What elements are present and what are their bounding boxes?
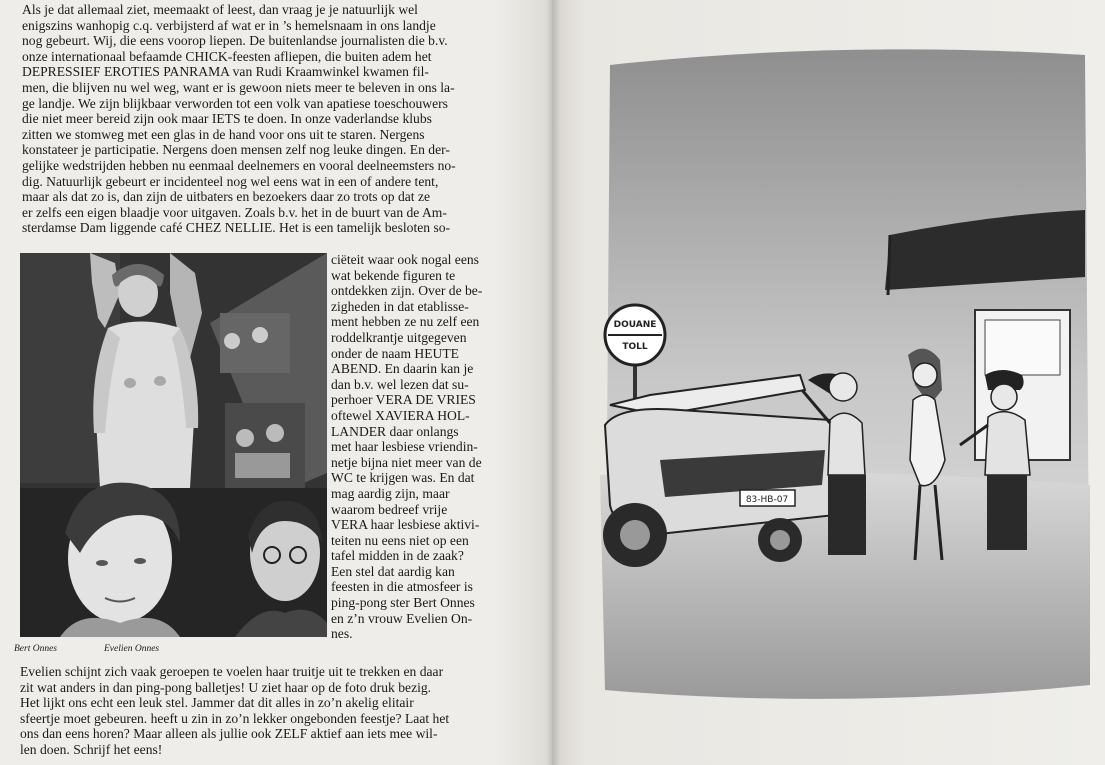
text-line: tafel midden in de zaak? bbox=[331, 548, 464, 564]
text-line: sterdamse Dam liggende café CHEZ NELLIE. Het is een tamelijk besloten so- bbox=[22, 220, 451, 236]
text-line: dan b.v. wel lezen dat su- bbox=[331, 376, 469, 392]
text-line: ons dan eens horen? Maar alleen als jullie ook ZELF aktief aan iets mee wil- bbox=[20, 726, 438, 742]
sign-toll-text: TOLL bbox=[622, 342, 648, 352]
text-line: zit wat anders in dan ping-pong balletjes! U ziet haar op de foto druk bezig. bbox=[20, 679, 432, 695]
text-line: men, die blijven nu wel weg, want er is gewoon niets meer te beleven in ons la- bbox=[22, 79, 455, 95]
customs-cartoon bbox=[590, 45, 1095, 705]
photo-caption-right: Evelien Onnes bbox=[104, 644, 160, 654]
text-line: Als je dat allemaal ziet, meemaakt of leest, dan vraag je je natuurlijk wel bbox=[22, 2, 418, 17]
text-line: nog gebeurt. Wij, die eens voorop liepen. De buitenlandse journalisten die b.v. bbox=[22, 33, 448, 49]
text-line: teiten nu eens niet op een bbox=[331, 532, 469, 548]
left-page bbox=[0, 0, 552, 765]
text-line: ciëteit waar ook nogal eens bbox=[331, 252, 479, 267]
text-line: onder de naam HEUTE bbox=[331, 345, 459, 361]
text-line: zigheden in dat etablisse- bbox=[331, 298, 469, 314]
text-line: len doen. Schrijf het eens! bbox=[20, 741, 163, 757]
text-line: en z’n vrouw Evelien On- bbox=[331, 610, 473, 626]
text-line: LANDER daar onlangs bbox=[331, 423, 459, 439]
text-line: die niet meer bereid zijn ook maar IETS te doen. In onze vaderlandse klubs bbox=[22, 111, 432, 127]
text-line: Het lijkt ons echt een leuk stel. Jammer dat dit alles in zo’n akelig elitair bbox=[20, 695, 414, 711]
sign-douane-text: DOUANE bbox=[613, 320, 657, 330]
text-line: ontdekken zijn. Over de be- bbox=[331, 283, 483, 299]
text-line: zitten we stomweg met een glas in de hand voor ons uit te staren. Nergens bbox=[22, 126, 425, 142]
text-line: Een stel dat aardig kan bbox=[331, 563, 455, 579]
text-line: VERA haar lesbiese aktivi- bbox=[331, 517, 480, 533]
text-line: netje bijna niet meer van de bbox=[331, 454, 482, 470]
text-line: gelijke wedstrijden hebben nu eenmaal deelnemers en vooral deelneemsters no- bbox=[22, 157, 456, 173]
license-plate-text: 83-HB-07 bbox=[745, 495, 789, 505]
text-line: wat bekende figuren te bbox=[331, 267, 456, 283]
text-line: enigszins wanhopig c.q. verbijsterd af wat er in ’s hemelsnaam in ons landje bbox=[22, 17, 436, 33]
text-line: perhoer VERA DE VRIES bbox=[331, 392, 476, 408]
text-line: roddelkrantje uitgegeven bbox=[331, 329, 467, 345]
text-line: Evelien schijnt zich vaak geroepen te voelen haar truitje uit te trekken en daar bbox=[20, 664, 444, 679]
text-line: met haar lesbiese vriendin- bbox=[331, 439, 478, 455]
text-line: ping-pong ster Bert Onnes bbox=[331, 595, 475, 611]
text-line: maar als dat zo is, dan zijn de uitbaters en bezoekers daar zo trots op dat ze bbox=[22, 189, 431, 205]
text-line: nes. bbox=[331, 626, 353, 642]
text-line: ge landje. We zijn blijkbaar verworden tot een volk van apatiese toeschouwers bbox=[22, 95, 448, 111]
text-line: dig. Natuurlijk gebeurt er incidenteel nog wel eens wat in een of andere tent, bbox=[22, 173, 439, 189]
text-line: mag aardig zijn, maar bbox=[331, 485, 450, 501]
text-line: ment hebben ze nu zelf een bbox=[331, 314, 480, 330]
text-line: WC te krijgen was. En dat bbox=[331, 470, 475, 486]
text-line: feesten in die atmosfeer is bbox=[331, 579, 473, 595]
book-gutter bbox=[546, 0, 560, 765]
text-line: waarom bedreef vrije bbox=[331, 501, 448, 517]
text-line: konstateer je participatie. Nergens doen mensen zelf nog leuke dingen. En der- bbox=[22, 142, 450, 158]
article-top-text bbox=[22, 2, 456, 236]
text-line: ABEND. En daarin kan je bbox=[331, 361, 474, 377]
article-bottom-text bbox=[20, 664, 449, 758]
text-line: DEPRESSIEF EROTIES PANRAMA van Rudi Kraamwinkel kwamen fil- bbox=[22, 64, 429, 80]
photo-caption-left: Bert Onnes bbox=[14, 644, 58, 654]
party-photo bbox=[20, 253, 327, 637]
text-line: sfeertje moet gebeuren. heeft u zin in zo’n lekker ongebonden feestje? Laat het bbox=[20, 710, 450, 726]
text-line: er zelfs een eigen blaadje voor uitgaven. Zoals b.v. het in de buurt van de Am- bbox=[22, 204, 447, 220]
text-line: oftewel XAVIERA HOL- bbox=[331, 407, 470, 423]
article-side-text bbox=[331, 252, 482, 642]
text-line: onze internationaal befaamde CHICK-feesten afliepen, die buiten adem het bbox=[22, 48, 432, 64]
